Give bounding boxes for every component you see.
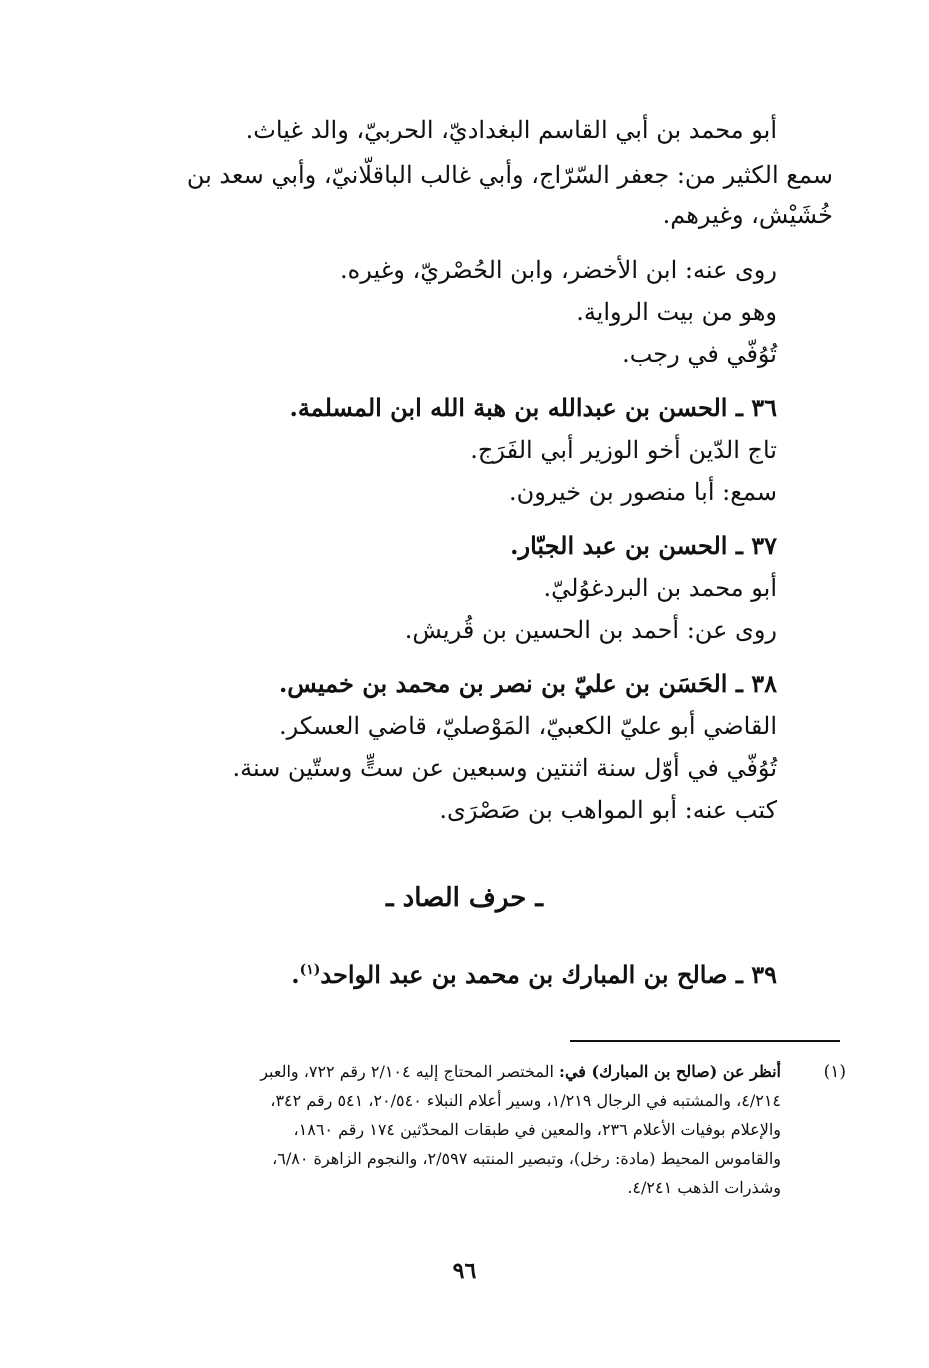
footnote-line-4: والقاموس المحيط (مادة: رخل)، وتبصير المنتبه ٢/٥٩٧، والنجوم الزاهرة ٦/٨٠، — [272, 1149, 781, 1168]
entry-39-period: . — [291, 960, 300, 989]
text-line-6: تُوُفّي في رجب. — [622, 340, 777, 368]
text-line-12: روى عن: أحمد بن الحسين بن قُريش. — [404, 616, 777, 644]
footnote-line-5: وشذرات الذهب ٤/٢٤١. — [627, 1178, 781, 1197]
text-line-2: سمع الكثير من: جعفر السّرّاج، وأبي غالب الباقلّانيّ، وأبي سعد بن — [186, 161, 833, 189]
text-line-11: أبو محمد بن البردغوُليّ. — [543, 574, 777, 602]
text-line-1: أبو محمد بن أبي القاسم البغداديّ، الحربيّ، والد غياث. — [245, 116, 777, 144]
text-line-15: تُوُفّي في أوّل سنة اثنتين وسبعين عن ستٍّ وستّين سنة. — [232, 754, 777, 782]
footnote-line-2: ٤/٢١٤، والمشتبه في الرجال ١/٢١٩، وسير أعلام النبلاء ٢٠/٥٤٠، ٥٤١ رقم ٣٤٢، — [270, 1091, 781, 1110]
entry-36-heading: ٣٦ ـ الحسن بن عبدالله بن هبة الله ابن المسلمة. — [289, 393, 777, 422]
footnote-line-3: والإعلام بوفيات الأعلام ٢٣٦، والمعين في طبقات المحدّثين ١٧٤ رقم ١٨٦٠، — [293, 1120, 781, 1139]
footnote-divider — [570, 1040, 840, 1042]
text-line-5: وهو من بيت الرواية. — [576, 298, 777, 326]
entry-39-text: ٣٩ ـ صالح بن المبارك بن محمد بن عبد الواحد — [320, 960, 777, 989]
text-line-3: خُشَيْش، وغيرهم. — [662, 201, 833, 229]
entry-39-heading — [291, 950, 777, 990]
entry-37-heading: ٣٧ ـ الحسن بن عبد الجبّار. — [510, 531, 777, 560]
footnote-line-1-text: المختصر المحتاج إليه ٢/١٠٤ رقم ٧٢٢، والعبر — [260, 1062, 554, 1081]
footnote-ref[interactable]: (١) — [299, 962, 321, 978]
text-line-9: سمع: أبا منصور بن خيرون. — [508, 478, 777, 506]
footnote-lead: أنظر عن (صالح بن المبارك) في: — [559, 1062, 781, 1081]
section-heading: ـ حرف الصاد ـ — [386, 883, 543, 913]
footnote-marker: (١) — [823, 1062, 846, 1082]
text-line-14: القاضي أبو عليّ الكعبيّ، المَوْصليّ، قاضي العسكر. — [279, 712, 777, 740]
text-line-16: كتب عنه: أبو المواهب بن صَصْرَى. — [439, 796, 777, 824]
footnote-line-1 — [260, 1058, 781, 1086]
text-line-8: تاج الدّين أخو الوزير أبي الفَرَج. — [470, 436, 777, 464]
page-number: ٩٦ — [452, 1258, 477, 1284]
entry-38-heading: ٣٨ ـ الحَسَن بن عليّ بن نصر بن محمد بن خميس. — [278, 669, 777, 698]
text-line-4: روى عنه: ابن الأخضر، وابن الحُصْريّ، وغيره. — [340, 256, 777, 284]
